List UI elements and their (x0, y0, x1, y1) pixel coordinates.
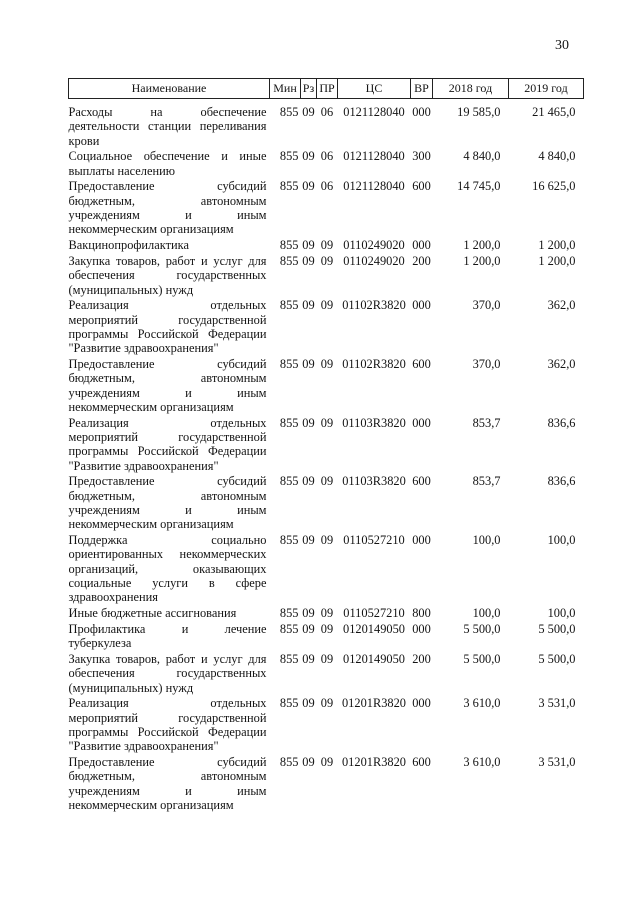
y2019-cell: 4 840,0 (538, 149, 576, 164)
name-line: Предоставление субсидий (68, 179, 267, 194)
name-cell (69, 696, 270, 755)
y2019-cell: 100,0 (547, 533, 576, 548)
pr-cell: 06 (320, 179, 334, 194)
header-pr: ПР (317, 79, 338, 99)
table-row (69, 606, 584, 622)
name-line: бюджетным, автономным (68, 371, 267, 386)
rz-cell: 09 (302, 238, 315, 253)
min-cell: 855 (279, 651, 299, 666)
name-line: программы Российской Федерации (68, 724, 267, 739)
name-line: Социальное обеспечение и иные (68, 149, 267, 164)
name-line: социальные услуги в сфере (68, 576, 267, 590)
name-line: деятельности станции переливания (68, 119, 267, 134)
min-cell: 855 (279, 253, 299, 268)
name-line: бюджетным, автономным (68, 193, 267, 208)
y2019-cell: 836,6 (547, 415, 576, 430)
min-cell: 855 (279, 238, 299, 253)
vr-cell: 600 (412, 755, 431, 770)
name-line: обеспечения государственных (68, 666, 267, 681)
name-line: программы Российской Федерации (68, 326, 267, 341)
min-cell: 855 (279, 755, 299, 770)
table-row (69, 254, 584, 298)
cs-cell: 01102R3820 (342, 357, 406, 372)
cs-cell: 0110249020 (343, 253, 405, 268)
name-cell (69, 533, 270, 606)
name-line: (муниципальных) нужд (68, 282, 194, 297)
min-cell: 855 (279, 696, 299, 711)
pr-cell: 09 (320, 474, 334, 489)
y2018-cell: 1 200,0 (463, 253, 501, 268)
name-cell (69, 474, 270, 533)
cs-cell: 0110249020 (343, 238, 405, 253)
pr-cell: 09 (320, 298, 334, 313)
min-cell: 855 (279, 149, 299, 164)
y2018-cell: 3 610,0 (463, 755, 501, 770)
name-line: Профилактика и лечение (68, 621, 267, 636)
name-line: мероприятий государственной (68, 710, 267, 725)
cs-cell: 0121128040 (343, 105, 405, 119)
name-cell (69, 99, 270, 150)
cs-cell: 01201R3820 (341, 755, 407, 770)
vr-cell: 200 (412, 651, 431, 666)
pr-cell: 06 (320, 105, 334, 119)
name-line: учреждениям и иным (68, 385, 267, 400)
y2018-cell: 370,0 (472, 357, 501, 372)
min-cell: 855 (279, 621, 299, 636)
pr-cell: 09 (320, 696, 334, 711)
table-row (69, 99, 584, 150)
min-cell: 855 (279, 179, 299, 194)
rz-cell: 09 (302, 696, 315, 711)
y2018-cell: 5 500,0 (463, 621, 501, 636)
y2018-cell: 100,0 (472, 533, 501, 548)
cs-cell: 0120149050 (343, 621, 405, 636)
name-line: мероприятий государственной (68, 430, 267, 445)
pr-cell: 09 (320, 755, 334, 770)
table-row (69, 533, 584, 606)
pr-cell: 06 (320, 149, 334, 164)
table-row (69, 298, 584, 357)
rz-cell: 09 (302, 105, 315, 119)
y2019-cell: 100,0 (547, 606, 576, 621)
min-cell: 855 (279, 298, 299, 313)
table-row (69, 622, 584, 652)
cs-cell: 0110527210 (343, 606, 405, 621)
min-cell: 855 (279, 415, 299, 430)
table-row (69, 149, 584, 179)
rz-cell: 09 (302, 533, 315, 548)
header-2019: 2019 год (509, 79, 584, 99)
y2019-cell: 836,6 (547, 474, 576, 489)
name-line: обеспечения государственных (68, 268, 267, 283)
header-row (69, 79, 584, 99)
vr-cell: 600 (412, 179, 431, 194)
vr-cell: 000 (412, 415, 431, 430)
name-cell (69, 357, 270, 416)
name-line: некоммерческим организациям (68, 222, 234, 237)
name-line: бюджетным, автономным (68, 769, 267, 784)
name-line: Расходы на обеспечение (68, 105, 267, 119)
name-line: Предоставление субсидий (68, 357, 267, 372)
rz-cell: 09 (302, 179, 315, 194)
name-line: учреждениям и иным (68, 208, 267, 223)
rz-cell: 09 (302, 621, 315, 636)
vr-cell: 000 (412, 533, 431, 548)
pr-cell: 09 (320, 253, 334, 268)
pr-cell: 09 (320, 651, 334, 666)
rz-cell: 09 (302, 253, 315, 268)
table-header (69, 79, 584, 99)
header-name: Наименование (69, 79, 270, 99)
name-line: ориентированных некоммерческих (68, 547, 267, 562)
vr-cell: 800 (412, 606, 431, 621)
y2018-cell: 1 200,0 (463, 238, 501, 253)
min-cell: 855 (279, 533, 299, 548)
name-line: (муниципальных) нужд (68, 680, 194, 695)
name-line: Иные бюджетные ассигнования (68, 606, 237, 621)
vr-cell: 000 (412, 696, 431, 711)
pr-cell: 09 (320, 238, 334, 253)
vr-cell: 300 (412, 149, 431, 164)
y2019-cell: 5 500,0 (538, 651, 576, 666)
y2018-cell: 100,0 (472, 606, 501, 621)
cs-cell: 01103R3820 (342, 415, 406, 430)
y2019-cell: 3 531,0 (538, 696, 576, 711)
name-line: Поддержка социально (68, 533, 267, 548)
name-cell (69, 755, 270, 814)
rz-cell: 09 (302, 755, 315, 770)
name-line: программы Российской Федерации (68, 444, 267, 459)
vr-cell: 600 (412, 474, 431, 489)
vr-cell: 000 (412, 238, 431, 253)
y2018-cell: 3 610,0 (463, 696, 501, 711)
name-cell (69, 606, 270, 622)
name-line: некоммерческим организациям (68, 517, 234, 532)
rz-cell: 09 (302, 357, 315, 372)
cs-cell: 01201R3820 (341, 696, 407, 711)
table-row (69, 696, 584, 755)
y2019-cell: 3 531,0 (538, 755, 576, 770)
name-line: Закупка товаров, работ и услуг для (68, 253, 267, 268)
min-cell: 855 (279, 105, 299, 119)
name-line: "Развитие здравоохранения" (68, 458, 219, 473)
name-line: Реализация отдельных (68, 298, 267, 313)
name-cell (69, 622, 270, 652)
vr-cell: 200 (412, 253, 431, 268)
y2018-cell: 5 500,0 (463, 651, 501, 666)
header-min: Мин (270, 79, 301, 99)
name-cell (69, 298, 270, 357)
name-line: Реализация отдельных (68, 415, 267, 430)
rz-cell: 09 (302, 474, 315, 489)
name-line: крови (68, 133, 100, 148)
table-row (69, 755, 584, 814)
budget-table (68, 78, 584, 814)
page-number: 30 (555, 38, 569, 53)
y2019-cell: 362,0 (547, 357, 576, 372)
min-cell: 855 (279, 474, 299, 489)
header-vr: ВР (411, 79, 433, 99)
vr-cell: 000 (412, 298, 431, 313)
name-line: учреждениям и иным (68, 503, 267, 518)
y2019-cell: 362,0 (547, 298, 576, 313)
y2018-cell: 4 840,0 (463, 149, 501, 164)
table-row (69, 474, 584, 533)
name-line: Предоставление субсидий (68, 755, 267, 770)
table-row (69, 357, 584, 416)
pr-cell: 09 (320, 415, 334, 430)
name-cell (69, 416, 270, 475)
min-cell: 855 (279, 357, 299, 372)
name-line: Предоставление субсидий (68, 474, 267, 489)
rz-cell: 09 (302, 149, 315, 164)
rz-cell: 09 (302, 415, 315, 430)
y2019-cell: 21 465,0 (532, 105, 576, 119)
name-line: туберкулеза (68, 636, 132, 651)
name-cell (69, 149, 270, 179)
y2018-cell: 19 585,0 (457, 105, 501, 119)
name-line: организаций, оказывающих (68, 561, 267, 576)
name-cell (69, 238, 270, 254)
name-line: "Развитие здравоохранения" (68, 341, 219, 356)
y2018-cell: 853,7 (472, 474, 501, 489)
table-row (69, 416, 584, 475)
y2018-cell: 370,0 (472, 298, 501, 313)
pr-cell: 09 (320, 533, 334, 548)
y2019-cell: 1 200,0 (538, 253, 576, 268)
pr-cell: 09 (320, 357, 334, 372)
name-line: Реализация отдельных (68, 696, 267, 711)
table-row (69, 238, 584, 254)
rz-cell: 09 (302, 651, 315, 666)
name-line: Закупка товаров, работ и услуг для (68, 651, 267, 666)
header-cs: ЦС (338, 79, 411, 99)
name-cell (69, 254, 270, 298)
table-row (69, 652, 584, 696)
vr-cell: 000 (412, 105, 431, 119)
header-rz: Рз (301, 79, 317, 99)
pr-cell: 09 (320, 606, 334, 621)
vr-cell: 600 (412, 357, 431, 372)
pr-cell: 09 (320, 621, 334, 636)
name-cell (69, 179, 270, 238)
rz-cell: 09 (302, 606, 315, 621)
y2018-cell: 14 745,0 (457, 179, 501, 194)
table-body (69, 99, 584, 814)
name-line: некоммерческим организациям (68, 399, 234, 414)
cs-cell: 01103R3820 (342, 474, 406, 489)
cs-cell: 0120149050 (343, 651, 405, 666)
cs-cell: 0121128040 (343, 179, 405, 194)
name-line: мероприятий государственной (68, 312, 267, 327)
name-line: выплаты населению (68, 163, 175, 178)
rz-cell: 09 (302, 298, 315, 313)
vr-cell: 000 (412, 621, 431, 636)
min-cell: 855 (279, 606, 299, 621)
name-cell (69, 652, 270, 696)
header-2018: 2018 год (433, 79, 509, 99)
cs-cell: 0110527210 (343, 533, 405, 548)
cs-cell: 01102R3820 (342, 298, 406, 313)
name-line: бюджетным, автономным (68, 488, 267, 503)
table-row (69, 179, 584, 238)
y2019-cell: 16 625,0 (532, 179, 576, 194)
y2019-cell: 5 500,0 (538, 621, 576, 636)
cs-cell: 0121128040 (343, 149, 405, 164)
name-line: здравоохранения (68, 590, 158, 605)
name-line: учреждениям и иным (68, 783, 267, 798)
name-line: Вакцинопрофилактика (68, 238, 189, 253)
name-line: некоммерческим организациям (68, 797, 234, 812)
name-line: "Развитие здравоохранения" (68, 739, 219, 754)
y2019-cell: 1 200,0 (538, 238, 576, 253)
y2018-cell: 853,7 (472, 415, 501, 430)
